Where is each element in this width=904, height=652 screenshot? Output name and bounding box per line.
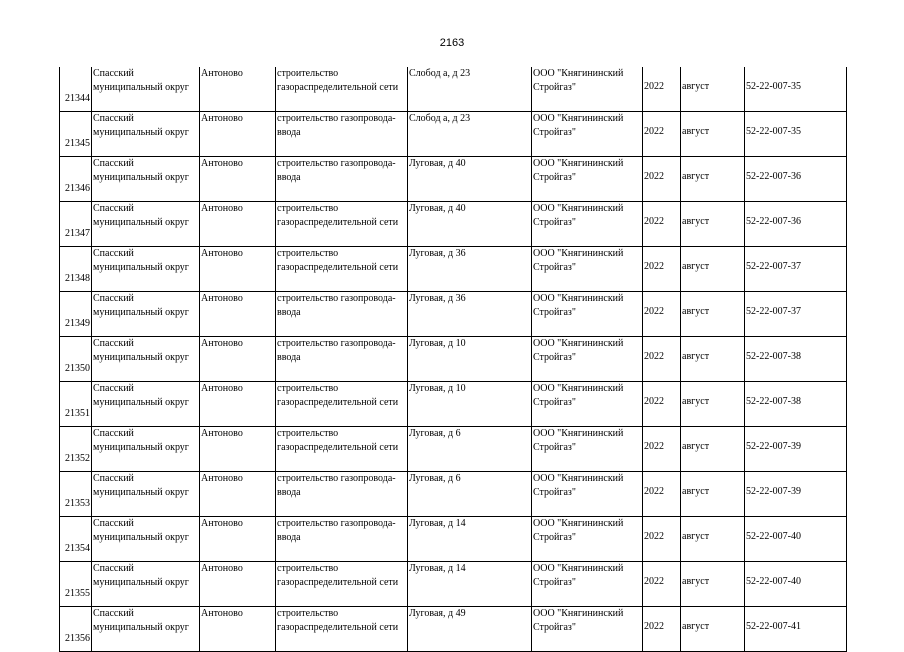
contractor-cell-line: Стройгаз" [533,487,576,498]
district-cell [92,517,200,562]
contractor-cell-line: Стройгаз" [533,577,576,588]
contractor-cell [532,112,643,157]
work-type-cell-line: строительство [277,608,339,619]
work-type-cell-line: газораспределительной сети [277,397,399,408]
month-cell: август [681,427,745,472]
settlement-cell: Антоново [200,427,276,472]
work-type-cell-line: газораспределительной сети [277,442,399,453]
month-cell: август [681,562,745,607]
district-cell-line: Спасский [93,203,134,214]
settlement-cell: Антоново [200,157,276,202]
contractor-cell [532,562,643,607]
district-cell-line: муниципальный округ [93,217,189,228]
district-cell-line: Спасский [93,428,134,439]
district-cell [92,292,200,337]
contractor-cell-line: ООО "Княгининский [533,158,624,169]
work-type-cell [276,382,408,427]
contractor-cell-line: ООО "Княгининский [533,563,624,574]
year-cell: 2022 [643,562,681,607]
code-cell: 52-22-007-40 [745,517,847,562]
code-cell: 52-22-007-36 [745,157,847,202]
work-type-cell-line: строительство [277,248,339,259]
year-cell: 2022 [643,157,681,202]
district-cell-line: Спасский [93,383,134,394]
contractor-cell-line: ООО "Княгининский [533,113,624,124]
work-type-cell [276,337,408,382]
row-number-cell: 21352 [60,427,92,472]
settlement-cell: Антоново [200,472,276,517]
work-type-cell [276,517,408,562]
month-cell: август [681,112,745,157]
work-type-cell-line: ввода [277,487,301,498]
month-cell: август [681,337,745,382]
contractor-cell [532,517,643,562]
month-cell: август [681,382,745,427]
settlement-cell: Антоново [200,382,276,427]
contractor-cell-line: ООО "Княгининский [533,338,624,349]
contractor-cell-line: Стройгаз" [533,532,576,543]
row-number-cell: 21354 [60,517,92,562]
district-cell-line: муниципальный округ [93,262,189,273]
district-cell-line: муниципальный округ [93,577,189,588]
work-type-cell-line: строительство [277,203,339,214]
contractor-cell [532,202,643,247]
work-type-cell-line: строительство газопровода- [277,158,396,169]
work-type-cell [276,472,408,517]
contractor-cell [532,607,643,652]
work-type-cell [276,562,408,607]
year-cell: 2022 [643,112,681,157]
district-cell [92,337,200,382]
address-cell: Луговая, д 10 [408,337,532,382]
year-cell: 2022 [643,292,681,337]
work-type-cell [276,112,408,157]
year-cell: 2022 [643,607,681,652]
district-cell-line: муниципальный округ [93,622,189,633]
year-cell: 2022 [643,517,681,562]
row-number-cell: 21346 [60,157,92,202]
contractor-cell-line: Стройгаз" [533,172,576,183]
row-number-cell: 21356 [60,607,92,652]
settlement-cell: Антоново [200,562,276,607]
code-cell: 52-22-007-39 [745,472,847,517]
month-cell: август [681,67,745,112]
address-cell: Луговая, д 40 [408,157,532,202]
district-cell [92,427,200,472]
district-cell [92,112,200,157]
address-cell: Слобод а, д 23 [408,112,532,157]
contractor-cell-line: Стройгаз" [533,622,576,633]
address-cell: Луговая, д 6 [408,427,532,472]
settlement-cell: Антоново [200,337,276,382]
work-type-cell-line: ввода [277,172,301,183]
year-cell: 2022 [643,202,681,247]
table-row [60,337,847,382]
year-cell: 2022 [643,67,681,112]
work-type-cell-line: ввода [277,532,301,543]
address-cell: Луговая, д 40 [408,202,532,247]
work-type-cell [276,202,408,247]
work-type-cell-line: строительство газопровода- [277,113,396,124]
work-type-cell-line: ввода [277,307,301,318]
district-cell [92,382,200,427]
month-cell: август [681,292,745,337]
district-cell-line: муниципальный округ [93,442,189,453]
row-number-cell: 21353 [60,472,92,517]
district-cell-line: Спасский [93,248,134,259]
contractor-cell-line: ООО "Княгининский [533,518,624,529]
district-cell [92,607,200,652]
contractor-cell-line: Стройгаз" [533,127,576,138]
settlement-cell: Антоново [200,292,276,337]
code-cell: 52-22-007-38 [745,337,847,382]
district-cell-line: муниципальный округ [93,127,189,138]
contractor-cell [532,292,643,337]
work-type-cell-line: газораспределительной сети [277,577,399,588]
code-cell: 52-22-007-37 [745,292,847,337]
table-row [60,157,847,202]
row-number-cell: 21351 [60,382,92,427]
work-type-cell-line: строительство [277,428,339,439]
district-cell [92,562,200,607]
work-type-cell-line: строительство [277,68,339,79]
work-type-cell [276,247,408,292]
month-cell: август [681,472,745,517]
settlement-cell: Антоново [200,247,276,292]
contractor-cell-line: ООО "Княгининский [533,383,624,394]
district-cell [92,202,200,247]
district-cell-line: муниципальный округ [93,82,189,93]
address-cell: Луговая, д 10 [408,382,532,427]
contractor-cell-line: Стройгаз" [533,217,576,228]
district-cell-line: Спасский [93,68,134,79]
contractor-cell [532,382,643,427]
contractor-cell-line: Стройгаз" [533,352,576,363]
year-cell: 2022 [643,427,681,472]
contractor-cell [532,67,643,112]
address-cell: Луговая, д 14 [408,517,532,562]
settlement-cell: Антоново [200,517,276,562]
row-number-cell: 21349 [60,292,92,337]
month-cell: август [681,157,745,202]
work-type-cell [276,427,408,472]
contractor-cell [532,337,643,382]
table-row [60,292,847,337]
address-cell: Луговая, д 36 [408,292,532,337]
district-cell-line: муниципальный округ [93,352,189,363]
contractor-cell-line: ООО "Княгининский [533,428,624,439]
work-type-cell [276,292,408,337]
row-number-cell: 21350 [60,337,92,382]
settlement-cell: Антоново [200,607,276,652]
work-type-cell-line: газораспределительной сети [277,262,399,273]
contractor-cell-line: ООО "Княгининский [533,608,624,619]
contractor-cell-line: Стройгаз" [533,307,576,318]
row-number-cell: 21355 [60,562,92,607]
register-table [59,67,847,652]
code-cell: 52-22-007-35 [745,67,847,112]
district-cell-line: Спасский [93,293,134,304]
work-type-cell-line: ввода [277,352,301,363]
district-cell-line: Спасский [93,563,134,574]
work-type-cell [276,67,408,112]
district-cell-line: муниципальный округ [93,532,189,543]
address-cell: Луговая, д 49 [408,607,532,652]
code-cell: 52-22-007-40 [745,562,847,607]
district-cell [92,247,200,292]
work-type-cell-line: строительство газопровода- [277,473,396,484]
contractor-cell-line: ООО "Княгининский [533,473,624,484]
district-cell-line: Спасский [93,113,134,124]
work-type-cell-line: строительство газопровода- [277,518,396,529]
address-cell: Луговая, д 14 [408,562,532,607]
district-cell-line: Спасский [93,338,134,349]
address-cell: Слобод а, д 23 [408,67,532,112]
contractor-cell-line: ООО "Княгининский [533,203,624,214]
row-number-cell: 21344 [60,67,92,112]
work-type-cell-line: газораспределительной сети [277,82,399,93]
table-row [60,517,847,562]
contractor-cell [532,472,643,517]
settlement-cell: Антоново [200,202,276,247]
district-cell [92,472,200,517]
district-cell-line: муниципальный округ [93,487,189,498]
contractor-cell-line: Стройгаз" [533,442,576,453]
contractor-cell-line: Стройгаз" [533,397,576,408]
contractor-cell [532,427,643,472]
register-body [60,67,847,652]
table-row [60,427,847,472]
district-cell-line: Спасский [93,158,134,169]
district-cell [92,157,200,202]
code-cell: 52-22-007-36 [745,202,847,247]
year-cell: 2022 [643,472,681,517]
contractor-cell-line: ООО "Княгининский [533,68,624,79]
settlement-cell: Антоново [200,67,276,112]
table-row [60,382,847,427]
code-cell: 52-22-007-35 [745,112,847,157]
work-type-cell-line: строительство газопровода- [277,293,396,304]
month-cell: август [681,202,745,247]
year-cell: 2022 [643,247,681,292]
district-cell-line: муниципальный округ [93,307,189,318]
table-row [60,562,847,607]
year-cell: 2022 [643,382,681,427]
table-row [60,247,847,292]
table-row [60,112,847,157]
district-cell [92,67,200,112]
work-type-cell-line: газораспределительной сети [277,622,399,633]
work-type-cell-line: строительство газопровода- [277,338,396,349]
contractor-cell-line: ООО "Княгининский [533,293,624,304]
address-cell: Луговая, д 36 [408,247,532,292]
page-number: 2163 [439,37,465,49]
work-type-cell-line: строительство [277,383,339,394]
work-type-cell-line: газораспределительной сети [277,217,399,228]
row-number-cell: 21348 [60,247,92,292]
code-cell: 52-22-007-38 [745,382,847,427]
district-cell-line: Спасский [93,518,134,529]
row-number-cell: 21347 [60,202,92,247]
month-cell: август [681,247,745,292]
table-row [60,472,847,517]
contractor-cell-line: ООО "Княгининский [533,248,624,259]
contractor-cell [532,157,643,202]
code-cell: 52-22-007-39 [745,427,847,472]
table-row [60,67,847,112]
code-cell: 52-22-007-37 [745,247,847,292]
address-cell: Луговая, д 6 [408,472,532,517]
table-row [60,607,847,652]
year-cell: 2022 [643,337,681,382]
row-number-cell: 21345 [60,112,92,157]
month-cell: август [681,607,745,652]
work-type-cell-line: ввода [277,127,301,138]
code-cell: 52-22-007-41 [745,607,847,652]
work-type-cell [276,607,408,652]
contractor-cell [532,247,643,292]
district-cell-line: Спасский [93,473,134,484]
district-cell-line: муниципальный округ [93,397,189,408]
month-cell: август [681,517,745,562]
contractor-cell-line: Стройгаз" [533,262,576,273]
work-type-cell [276,157,408,202]
table-row [60,202,847,247]
district-cell-line: муниципальный округ [93,172,189,183]
settlement-cell: Антоново [200,112,276,157]
work-type-cell-line: строительство [277,563,339,574]
district-cell-line: Спасский [93,608,134,619]
contractor-cell-line: Стройгаз" [533,82,576,93]
